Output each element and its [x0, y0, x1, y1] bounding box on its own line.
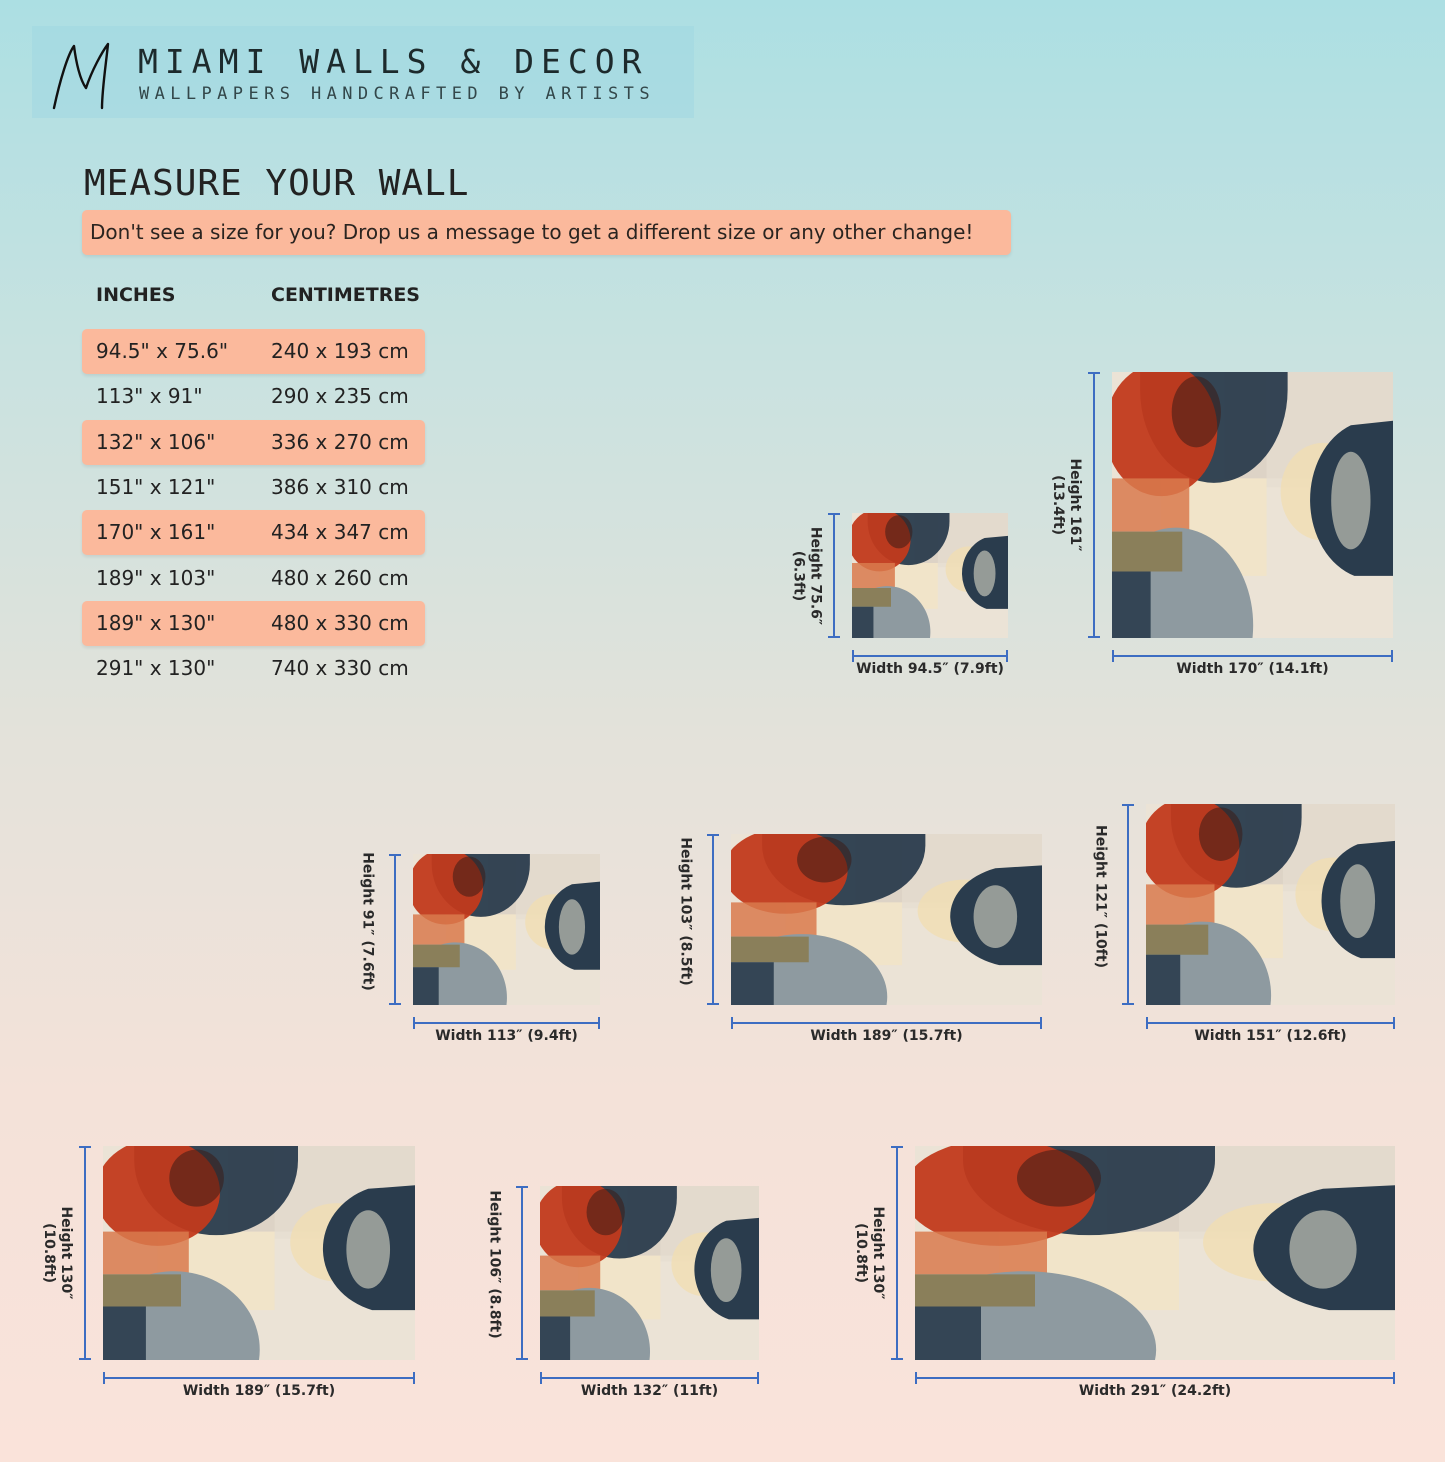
height-label: Height 121″ (10ft) — [1092, 824, 1109, 968]
size-cm: 386 x 310 cm — [271, 474, 409, 499]
size-row — [82, 601, 425, 646]
size-inches: 170" x 161" — [96, 520, 216, 545]
header-centimetres: CENTIMETRES — [271, 284, 420, 306]
height-ruler — [389, 854, 401, 1005]
size-row — [82, 420, 425, 465]
custom-size-notice: Don't see a size for you? Drop us a message to get a different size or any other change! — [82, 210, 1011, 255]
height-label: Height 103″ (8.5ft) — [677, 836, 694, 986]
size-cm: 336 x 270 cm — [271, 429, 409, 454]
width-label: Width 94.5″ (7.9ft) — [856, 661, 1004, 677]
size-row — [82, 510, 425, 555]
width-label: Width 113″ (9.4ft) — [435, 1028, 578, 1044]
size-cm: 480 x 330 cm — [271, 610, 409, 635]
height-label: Height 75.6″ (6.3ft) — [790, 526, 823, 625]
height-ruler — [79, 1146, 91, 1360]
height-label: Height 106″ (8.8ft) — [486, 1190, 503, 1339]
width-label: Width 132″ (11ft) — [580, 1383, 719, 1399]
size-row — [82, 646, 425, 691]
size-row — [82, 465, 425, 510]
size-cm: 434 x 347 cm — [271, 520, 409, 545]
height-ruler — [828, 513, 840, 638]
size-inches: 132" x 106" — [96, 429, 216, 454]
size-inches: 113" x 91" — [96, 384, 203, 409]
width-label: Width 151″ (12.6ft) — [1194, 1028, 1347, 1044]
header-inches: INCHES — [96, 284, 176, 306]
size-inches: 189" x 130" — [96, 610, 216, 635]
size-row — [82, 329, 425, 374]
brand-tagline: WALLPAPERS HANDCRAFTED BY ARTISTS — [139, 84, 655, 104]
wallpaper-preview-image — [915, 1146, 1395, 1360]
height-label: Height 161″ (13.4ft) — [1050, 458, 1083, 552]
height-label: Height 91″ (7.6ft) — [359, 851, 376, 991]
size-cm: 480 x 260 cm — [271, 565, 409, 590]
width-label: Width 291″ (24.2ft) — [1078, 1383, 1232, 1399]
size-inches: 189" x 103" — [96, 565, 216, 590]
size-inches: 94.5" x 75.6" — [96, 339, 229, 363]
width-label: Width 189″ (15.7ft) — [810, 1028, 963, 1044]
size-row — [82, 374, 425, 419]
height-ruler — [1088, 372, 1100, 638]
logo-icon — [50, 40, 120, 112]
wallpaper-preview-image — [731, 834, 1042, 1005]
height-label: Height 130″ (10.8ft) — [853, 1206, 886, 1300]
size-inches: 291" x 130" — [96, 656, 216, 681]
size-cm: 740 x 330 cm — [271, 656, 409, 681]
size-inches: 151" x 121" — [96, 474, 216, 499]
page-title: MEASURE YOUR WALL — [84, 163, 470, 204]
size-cm: 240 x 193 cm — [271, 339, 409, 363]
brand-name: MIAMI WALLS & DECOR — [138, 42, 649, 81]
height-ruler — [891, 1146, 903, 1360]
size-row — [82, 556, 425, 601]
wallpaper-preview-image — [103, 1146, 415, 1360]
height-ruler — [516, 1186, 528, 1360]
height-ruler — [1122, 804, 1134, 1005]
height-label: Height 130″ (10.8ft) — [41, 1206, 74, 1300]
wallpaper-preview-image — [413, 854, 600, 1005]
width-label: Width 189″ (15.7ft) — [182, 1383, 336, 1399]
wallpaper-preview-image — [1146, 804, 1395, 1005]
wallpaper-preview-image — [852, 513, 1008, 638]
size-cm: 290 x 235 cm — [271, 384, 409, 409]
wallpaper-preview-image — [1112, 372, 1393, 638]
width-label: Width 170″ (14.1ft) — [1176, 661, 1329, 677]
height-ruler — [707, 834, 719, 1005]
wallpaper-preview-image — [540, 1186, 759, 1360]
